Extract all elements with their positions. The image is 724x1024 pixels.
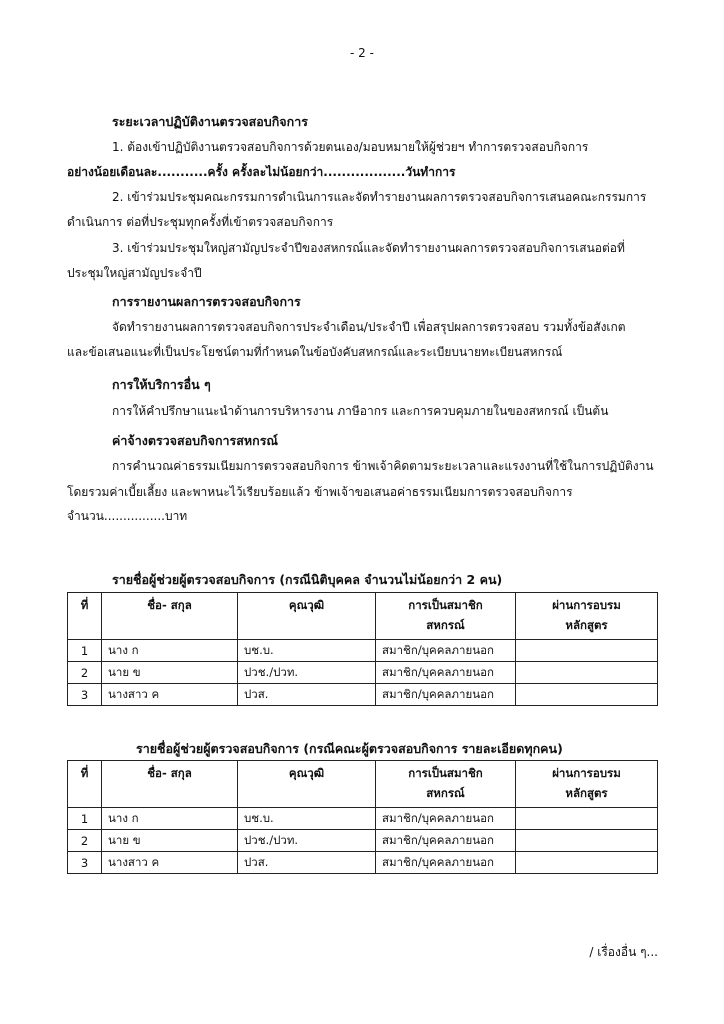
table1-caption: รายชื่อผู้ช่วยผู้ตรวจสอบกิจการ (กรณีนิติบุคคล จำนวนไม่น้อยกว่า 2 คน) <box>112 572 503 587</box>
header-training-line1: ผ่านการอบรม <box>552 766 621 780</box>
header-membership-line2: สหกรณ์ <box>426 618 465 632</box>
header-membership-line2: สหกรณ์ <box>426 786 465 800</box>
period-heading: ระยะเวลาปฏิบัติงานตรวจสอบกิจการ <box>112 114 308 129</box>
cell-no: 1 <box>68 640 102 662</box>
cell-name: นาง ก <box>102 640 238 662</box>
cell-training <box>516 684 658 706</box>
header-name: ชื่อ- สกุล <box>102 761 238 808</box>
table-header-row <box>68 593 658 640</box>
cell-no: 3 <box>68 852 102 874</box>
cell-qualification: ปวส. <box>238 684 376 706</box>
assistants-table-committee <box>67 760 658 874</box>
cell-qualification: ปวช./ปวท. <box>238 662 376 684</box>
continuation-note: / เรื่องอื่น ๆ... <box>589 945 658 959</box>
header-training <box>516 761 658 808</box>
cell-no: 1 <box>68 808 102 830</box>
header-no: ที่ <box>68 761 102 808</box>
header-training <box>516 593 658 640</box>
header-membership-line1: การเป็นสมาชิก <box>408 598 483 612</box>
report-heading: การรายงานผลการตรวจสอบกิจการ <box>112 294 301 309</box>
cell-membership: สมาชิก/บุคคลภายนอก <box>376 684 516 706</box>
header-name: ชื่อ- สกุล <box>102 593 238 640</box>
cell-name: นาย ข <box>102 662 238 684</box>
cell-membership: สมาชิก/บุคคลภายนอก <box>376 830 516 852</box>
table-header-row <box>68 761 658 808</box>
header-no: ที่ <box>68 593 102 640</box>
period-item1-line2: อย่างน้อยเดือนละ...........ครั้ง ครั้งละไม่น้อยกว่า..................วันทำการ <box>67 165 456 179</box>
cell-training <box>516 640 658 662</box>
table-row <box>68 640 658 662</box>
other-services-heading: การให้บริการอื่น ๆ <box>112 377 211 392</box>
period-item2-line2: ดำเนินการ ต่อที่ประชุมทุกครั้งที่เข้าตรวจสอบกิจการ <box>67 215 334 229</box>
header-qualification: คุณวุฒิ <box>238 761 376 808</box>
cell-membership: สมาชิก/บุคคลภายนอก <box>376 662 516 684</box>
header-training-line1: ผ่านการอบรม <box>552 598 621 612</box>
cell-name: นาย ข <box>102 830 238 852</box>
report-line1: จัดทำรายงานผลการตรวจสอบกิจการประจำเดือน/ประจำปี เพื่อสรุปผลการตรวจสอบ รวมทั้งข้อสังเกต <box>112 320 626 334</box>
cell-training <box>516 808 658 830</box>
header-training-line2: หลักสูตร <box>565 618 608 632</box>
table-row <box>68 684 658 706</box>
cell-training <box>516 830 658 852</box>
table2-caption: รายชื่อผู้ช่วยผู้ตรวจสอบกิจการ (กรณีคณะผู้ตรวจสอบกิจการ รายละเอียดทุกคน) <box>136 741 563 756</box>
cell-qualification: ปวช./ปวท. <box>238 830 376 852</box>
fee-line3: จำนวน................บาท <box>67 509 188 523</box>
table-row <box>68 662 658 684</box>
fee-heading: ค่าจ้างตรวจสอบกิจการสหกรณ์ <box>112 433 279 448</box>
header-membership <box>376 593 516 640</box>
cell-membership: สมาชิก/บุคคลภายนอก <box>376 808 516 830</box>
cell-membership: สมาชิก/บุคคลภายนอก <box>376 640 516 662</box>
cell-qualification: ปวส. <box>238 852 376 874</box>
period-item3-line1: 3. เข้าร่วมประชุมใหญ่สามัญประจำปีของสหกรณ์และจัดทำรายงานผลการตรวจสอบกิจการเสนอต่อที่ <box>112 241 625 255</box>
cell-membership: สมาชิก/บุคคลภายนอก <box>376 852 516 874</box>
cell-name: นางสาว ค <box>102 684 238 706</box>
period-item2-line1: 2. เข้าร่วมประชุมคณะกรรมการดำเนินการและจัดทำรายงานผลการตรวจสอบกิจการเสนอคณะกรรมการ <box>112 190 647 204</box>
fee-line2: โดยรวมค่าเบี้ยเลี้ยง และพาหนะไว้เรียบร้อยแล้ว ข้าพเจ้าขอเสนอค่าธรรมเนียมการตรวจสอบกิจการ <box>67 485 573 499</box>
table-row <box>68 808 658 830</box>
report-line2: และข้อเสนอแนะที่เป็นประโยชน์ตามที่กำหนดในข้อบังคับสหกรณ์และระเบียบนายทะเบียนสหกรณ์ <box>67 345 563 359</box>
other-services-line1: การให้คำปรึกษาแนะนำด้านการบริหารงาน ภาษีอากร และการควบคุมภายในของสหกรณ์ เป็นต้น <box>112 404 609 418</box>
assistants-table-juristic <box>67 592 658 706</box>
table-row <box>68 830 658 852</box>
cell-name: นางสาว ค <box>102 852 238 874</box>
header-qualification: คุณวุฒิ <box>238 593 376 640</box>
header-membership <box>376 761 516 808</box>
period-item1-line1: 1. ต้องเข้าปฏิบัติงานตรวจสอบกิจการด้วยตนเอง/มอบหมายให้ผู้ช่วยฯ ทำการตรวจสอบกิจการ <box>112 140 589 154</box>
table-row <box>68 852 658 874</box>
cell-no: 2 <box>68 830 102 852</box>
cell-no: 3 <box>68 684 102 706</box>
cell-qualification: บช.บ. <box>238 808 376 830</box>
page-number: - 2 - <box>350 46 374 60</box>
header-membership-line1: การเป็นสมาชิก <box>408 766 483 780</box>
header-training-line2: หลักสูตร <box>565 786 608 800</box>
cell-training <box>516 852 658 874</box>
cell-qualification: บช.บ. <box>238 640 376 662</box>
fee-line1: การคำนวณค่าธรรมเนียมการตรวจสอบกิจการ ข้าพเจ้าคิดตามระยะเวลาและแรงงานที่ใช้ในการปฏิบัติงาน <box>112 459 654 473</box>
cell-name: นาง ก <box>102 808 238 830</box>
cell-training <box>516 662 658 684</box>
cell-no: 2 <box>68 662 102 684</box>
period-item3-line2: ประชุมใหญ่สามัญประจำปี <box>67 266 202 280</box>
